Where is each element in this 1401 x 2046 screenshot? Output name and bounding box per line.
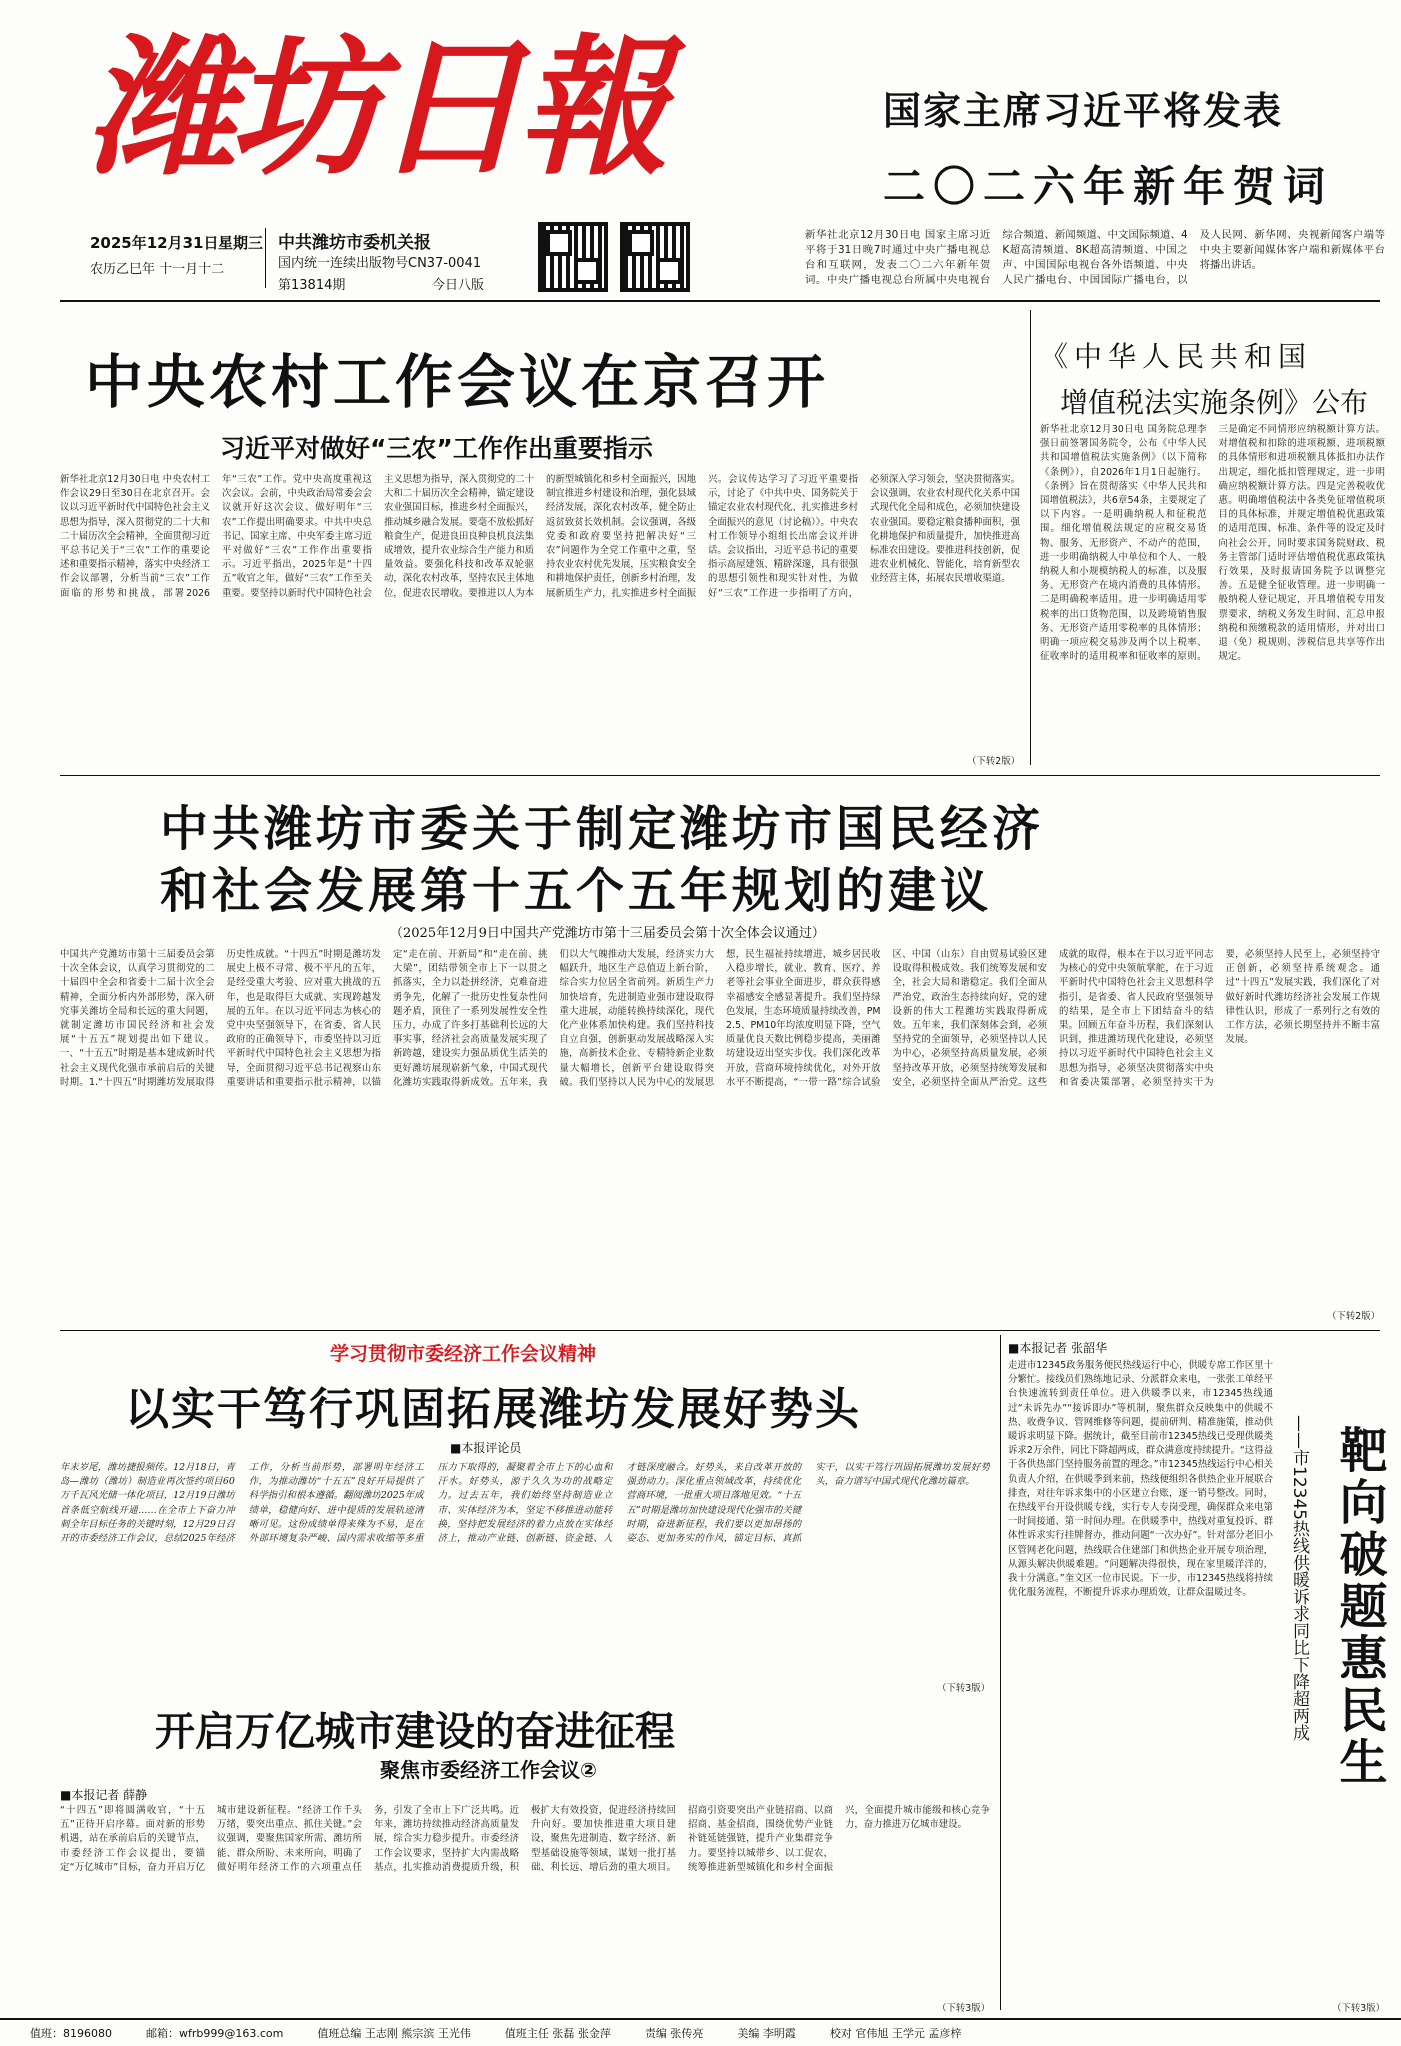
column-divider (1000, 1335, 1001, 2010)
qr-code-icon[interactable] (538, 222, 608, 292)
continued-note: （下转3版） (937, 1683, 990, 1694)
article-body: 新华社北京12月30日电 中央农村工作会议29日至30日在北京召开。会议以习近平新时代中国特色社会主义思想为指导，深入贯彻党的二十大和二十届历次全会精神，全面贯彻习近平总书记关于“三农”工作的重要论述和重要指示精神，落实中央经济工作会议部署，分析当前“三农”工作面临的形势和挑战，部署2026年“三农”工作。党中央高度重视这次会议。会前，中央政治局常委会会议就开好这次会议、做好明年“三农”工作提出明确要求。中共中央总书记、国家主席、中央军委主席习近平对做好“三农”工作作出重要指示。习近平指出，2025年是“十四五”收官之年，做好“三农”工作至关重要。要坚持以新时代中国特色社会主义思想为指导，深入贯彻党的二十大和二十届历次全会精神，锚定建设农业强国目标，推进乡村全面振兴，推动城乡融合发展。要毫不放松抓好粮食生产，促进良田良种良机良法集成增效，提升农业综合生产能力和质量效益。要强化科技和改革双轮驱动，深化农村改革，坚持农民主体地位，促进农民增收。要推进以人为本的新型城镇化和乡村全面振兴，因地制宜推进乡村建设和治理，强化县域经济发展，深化农村改革，健全防止返贫致贫长效机制。会议强调，各级党委和政府要坚持把解决好“三农”问题作为全党工作重中之重，坚持农业农村优先发展，压实粮食安全和耕地保护责任，创新乡村治理，发展新质生产力，扎实推进乡村全面振兴。会议传达学习了习近平重要指示，讨论了《中共中央、国务院关于锚定农业农村现代化、扎实推进乡村全面振兴的意见（讨论稿）》。中央农村工作领导小组组长出席会议并讲话。会议指出，习近平总书记的重要指示高屋建瓴、精辟深邃，具有很强的思想引领性和现实针对性，为做好“三农”工作进一步指明了方向，必须深入学习领会，坚决贯彻落实。会议强调，农业农村现代化关系中国式现代化全局和成色，必须加快建设农业强国。要稳定粮食播种面积，强化耕地保护和质量提升，加快推进高标准农田建设。要推进科技创新，促进农业机械化、智能化，培育新型农业经营主体，拓展农民增收渠道。 (60, 474, 1020, 599)
article-headline: 以实干笃行巩固拓展潍坊发展好势头 (125, 1384, 861, 1435)
footer-item: 值班主任 张磊 张金萍 (504, 2027, 611, 2040)
article-body: 走进市12345政务服务便民热线运行中心，供暖专席工作区里十分繁忙。接线员们熟练地记录、分派群众来电，一张张工单经平台快速流转到责任单位。进入供暖季以来，市12345热线通过“未诉先办”“接诉即办”等机制，聚焦群众反映集中的供暖不热、收费争议、管网维修等问题，提前研判、精准施策，推动供暖诉求明显下降。据统计，截至目前市12345热线已受理供暖类诉求2万余件，同比下降超两成，群众满意度持续提升。“这得益于各供热部门坚持服务前置的理念。”市12345热线运行中心相关负责人介绍，在供暖季到来前，热线便组织各供热企业开展联合排查，对往年诉求集中的小区建立台账，逐一销号整改。同时，在热线平台开设供暖专线，实行专人专岗受理，确保群众来电第一时间接通、第一时间办理。在供暖季中，热线对重复投诉、群体性诉求实行挂牌督办，推动问题“一次办好”。针对部分老旧小区管网老化问题，热线联合住建部门和供热企业开展专项治理，从源头解决供暖难题。“问题解决得很快，现在家里暖洋洋的，我十分满意。”奎文区一位市民说。下一步，市12345热线将持续优化服务流程，不断提升诉求办理质效，让群众温暖过冬。 (1008, 1360, 1273, 1599)
article-byline: ■本报记者 薛静 (60, 1788, 148, 1802)
article-headline-line-1: 《中华人民共和国 (1040, 340, 1313, 373)
party-organ: 中共潍坊市委机关报 (278, 233, 431, 253)
article-body: “十四五”即将圆满收官，“十五五”正待开启序幕。面对新的形势机遇，站在承前启后的关键节点，市委经济工作会议提出，要锚定“万亿城市”目标，奋力开启万亿城市建设新征程。“经济工作千头万绪，要突出重点、抓住关键。”会议强调，要聚焦国家所需、潍坊所能、群众所盼、未来所向，明确了做好明年经济工作的六项重点任务，引发了全市上下广泛共鸣。近年来，潍坊持续推动经济高质量发展，综合实力稳步提升。市委经济工作会议要求，坚持扩大内需战略基点，扎实推动消费提质升级，积极扩大有效投资，促进经济持续回升向好。要加快推进重大项目建设，聚焦先进制造、数字经济、新型基础设施等领域，谋划一批打基础、利长远、增后劲的重大项目。招商引资要突出产业链招商、以商招商、基金招商，围绕优势产业链补链延链强链，提升产业集群竞争力。要坚持以城带乡、以工促农，统筹推进新型城镇化和乡村全面振兴，全面提升城市能级和核心竞争力，奋力推进万亿城市建设。 (60, 1805, 990, 1873)
adoption-note: （2025年12月9日中国共产党潍坊市第十三届委员会第十次全体会议通过） (390, 926, 825, 941)
page-count: 今日八版 (432, 278, 485, 293)
article-rural-conference (60, 305, 1020, 770)
page-footer (0, 2018, 1401, 2046)
article-subheadline: ——市12345热线供暖诉求同比下降超两成 (1289, 1415, 1309, 1742)
article-headline: 靶向破题惠民生 (1331, 1425, 1387, 1789)
masthead-rule (60, 300, 1380, 302)
issue-number: 第13814期 (278, 278, 346, 293)
article-body: 新华社北京12月30日电 国务院总理李强日前签署国务院令，公布《中华人民共和国增值税法实施条例》（以下简称《条例》），自2026年1月1日起施行。《条例》旨在贯彻落实《中华人民共和国增值税法》，共6章54条，主要规定了以下内容。一是明确纳税人和征税范围。细化增值税法规定的应税交易货物、服务、无形资产、不动产的范围，进一步明确纳税人中单位和个人、一般纳税人和小规模纳税人的标准，以及服务、无形资产在境内消费的具体情形。二是明确税率适用。进一步明确适用零税率的出口货物范围，以及跨境销售服务、无形资产适用零税率的具体情形；明确一项应税交易涉及两个以上税率、征收率时的适用税率和征收率的原则。三是确定不同情形应纳税额计算方法。对增值税和扣除的进项税额、进项税额的具体情形和进项税额具体抵扣办法作出规定，细化抵扣管理规定，进一步明确应纳税额计算方法。四是完善税收优惠。明确增值税法中各类免征增值税项目的具体标准，并规定增值税优惠政策的适用范围、标准、条件等的设定及时向社会公开，同时要求国务院财政、税务主管部门适时评估增值税优惠政策执行效果，及时报请国务院予以调整完善。五是健全征收管理。进一步明确一般纳税人登记规定，开具增值税专用发票要求，纳税义务发生时间、汇总申报纳税和预缴税款的适用情形，并对出口退（免）税规则、涉税信息共享等作出规定。 (1040, 424, 1385, 663)
lunar-date: 农历乙巳年 十一月十二 (90, 262, 225, 277)
footer-item: 责编 张传亮 (644, 2027, 704, 2040)
article-heating-hotline (1008, 1335, 1385, 2015)
footer-item: 邮箱：wfrb999@163.com (146, 2027, 284, 2040)
continued-note: （下转2版） (967, 756, 1020, 767)
article-headline-line-2: 和社会发展第十五个五年规划的建议 (160, 863, 993, 919)
article-headline: 开启万亿城市建设的奋进征程 (155, 1708, 675, 1755)
article-body: 年末岁尾，潍坊捷报频传。12月18日，青岛—潍坊（潍坊）制造业再次签约项目60万千瓦风光储一体化项目，12月19日潍坊首条低空航线开通……在全市上下奋力冲刺全年目标任务的关键时刻，12月29日召开的市委经济工作会议，总结2025年经济工作，分析当前形势，部署明年经济工作，为推动潍坊“十五五”良好开局提供了科学指引和根本遵循。翻阅潍坊2025年成绩单，稳健向好、进中提质的发展轨迹清晰可见。这份成绩单得来殊为不易，是在外部环境复杂严峻、国内需求收缩等多重压力下取得的，凝聚着全市上下的心血和汗水。好势头，源于久久为功的战略定力。过去五年，我们始终坚持制造业立市、实体经济为本，坚定不移推进动能转换，坚持把发展经济的着力点放在实体经济上，推动产业链、创新链、资金链、人才链深度融合。好势头，来自改革开放的强劲动力。深化重点领域改革，持续优化营商环境，一批重大项目落地见效。“十五五”时期是潍坊加快建设现代化强市的关键时期，奋进新征程，我们要以更加昂扬的姿态、更加务实的作风，锚定目标、真抓实干，以实干笃行巩固拓展潍坊发展好势头，奋力谱写中国式现代化潍坊篇章。 (60, 1462, 990, 1545)
article-headline-line-1: 中共潍坊市委关于制定潍坊市国民经济 (160, 801, 1045, 857)
article-vat-regulation (1040, 305, 1385, 770)
article-city-construction (60, 1700, 990, 2015)
footer-item: 美编 李明霞 (737, 2027, 796, 2040)
section-rule (60, 775, 1380, 776)
masthead-meta-date (90, 232, 219, 253)
issue-date: 2025年12月31日 (90, 234, 219, 252)
article-byline: ■本报评论员 (450, 1441, 522, 1455)
new-year-headline-line-1: 国家主席习近平将发表 (883, 88, 1284, 133)
cn-serial-number: 国内统一连续出版物号CN37-0041 (278, 256, 482, 271)
article-body: 中国共产党潍坊市第十三届委员会第十次全体会议，认真学习贯彻党的二十届四中全会和省委十二届十次全会精神，全面分析内外部形势，深入研究事关潍坊全局和长远的重大问题，就制定潍坊市国民经济和社会发展“十五五”规划提出如下建议。一、“十五五”时期是基本建成新时代社会主义现代化强市承前启后的关键时期。1.“十四五”时期潍坊发展取得历史性成就。“十四五”时期是潍坊发展史上极不寻常、极不平凡的五年，是经受重大考验、应对重大挑战的五年，也是取得巨大成就、实现跨越发展的五年。在以习近平同志为核心的党中央坚强领导下，在省委、省人民政府的正确领导下，市委坚持以习近平新时代中国特色社会主义思想为指导，全面贯彻习近平总书记视察山东重要讲话和重要指示批示精神，以锚定“走在前、开新局”和“走在前、挑大梁”，团结带领全市上下一以贯之抓落实，全力以赴拼经济，克难奋进勇争先，化解了一批历史性复杂性问题矛盾，顶住了一系列发展性安全性压力，办成了许多打基础利长远的大事实事，经济社会高质量发展实现了新跨越，建设实力强品质优生活美的更好潍坊展现崭新气象，中国式现代化潍坊实践取得新成效。五年来，我们以大气魄推动大发展，经济实力大幅跃升，地区生产总值迈上新台阶，综合实力位居全省前列。新质生产力加快培育，先进制造业强市建设取得重大进展，动能转换持续深化，现代化产业体系加快构建。我们坚持科技自立自强，创新驱动发展战略深入实施，高新技术企业、专精特新企业数量大幅增长，创新平台建设取得突破。我们坚持以人民为中心的发展思想，民生福祉持续增进，城乡居民收入稳步增长，就业、教育、医疗、养老等社会事业全面进步，群众获得感幸福感安全感显著提升。我们坚持绿色发展，生态环境质量持续改善，PM2.5、PM10年均浓度明显下降，空气质量优良天数比例稳步提高，美丽潍坊建设迈出坚实步伐。我们深化改革开放，营商环境持续优化，对外开放水平不断提高，“一带一路”综合试验区、中国（山东）自由贸易试验区建设取得积极成效。我们统筹发展和安全，社会大局和谐稳定。我们全面从严治党，政治生态持续向好，党的建设新的伟大工程潍坊实践取得新成效。五年来，我们深刻体会到，必须坚持党的全面领导，必须坚持以人民为中心，必须坚持高质量发展，必须坚持改革开放，必须坚持统筹发展和安全，必须坚持全面从严治党。这些成就的取得，根本在于以习近平同志为核心的党中央领航掌舵，在于习近平新时代中国特色社会主义思想科学指引，是省委、省人民政府坚强领导的结果，是全市上下团结奋斗的结果。回顾五年奋斗历程，我们深刻认识到，推进潍坊现代化建设，必须坚持以习近平新时代中国特色社会主义思想为指导，必须坚决贯彻落实中央和省委决策部署，必须坚持实干为要，必须坚持人民至上，必须坚持守正创新，必须坚持系统观念。通过“十四五”发展实践，我们深化了对做好新时代潍坊经济社会发展工作规律性认识，形成了一系列行之有效的工作方法，必须长期坚持并不断丰富发展。 (60, 949, 1380, 1088)
issue-weekday: 星期三 (218, 234, 264, 252)
continued-note: （下转3版） (1332, 2003, 1385, 2014)
footer-item: 值班总编 王志刚 熊宗滨 王光伟 (317, 2027, 471, 2040)
masthead (0, 0, 1401, 300)
newspaper-logo: 潍坊日報 (86, 20, 663, 196)
footer-item: 值班：8196080 (30, 2027, 112, 2040)
article-byline: ■本报记者 张韶华 (1008, 1341, 1108, 1355)
article-five-year-plan (60, 780, 1380, 1325)
new-year-headline-line-2: 二〇二六年新年贺词 (883, 162, 1334, 211)
new-year-address-text: 新华社北京12月30日电 国家主席习近平将于31日晚7时通过中央广播电视总台和互联网，发表二〇二六年新年贺词。中央广播电视总台所属中央电视台综合频道、新闻频道、中文国际频道、4K超高清频道、8K超高清频道、中国之声、中国国际电视台各外语频道、中央人民广播电台、中国国际广播电台，以及人民网、新华网、央视新闻客户端等中央主要新闻媒体客户端和新媒体平台将播出讲话。 (805, 229, 1385, 286)
article-commentary (60, 1335, 990, 1695)
masthead-divider-1 (265, 228, 266, 288)
article-subheadline: 习近平对做好“三农”工作作出重要指示 (220, 434, 653, 463)
section-rule (60, 1330, 1380, 1331)
article-headline: 中央农村工作会议在京召开 (85, 348, 830, 416)
article-headline-line-2: 增值税法实施条例》公布 (1060, 386, 1369, 419)
qr-code-icon[interactable] (620, 222, 690, 292)
continued-note: （下转2版） (1327, 1311, 1380, 1322)
continued-note: （下转3版） (937, 2003, 990, 2014)
footer-item: 校对 官伟旭 王学元 孟彦梓 (829, 2027, 962, 2040)
article-subheadline: 聚焦市委经济工作会议② (380, 1758, 597, 1782)
column-divider (1030, 310, 1031, 765)
article-kicker: 学习贯彻市委经济工作会议精神 (330, 1343, 597, 1365)
